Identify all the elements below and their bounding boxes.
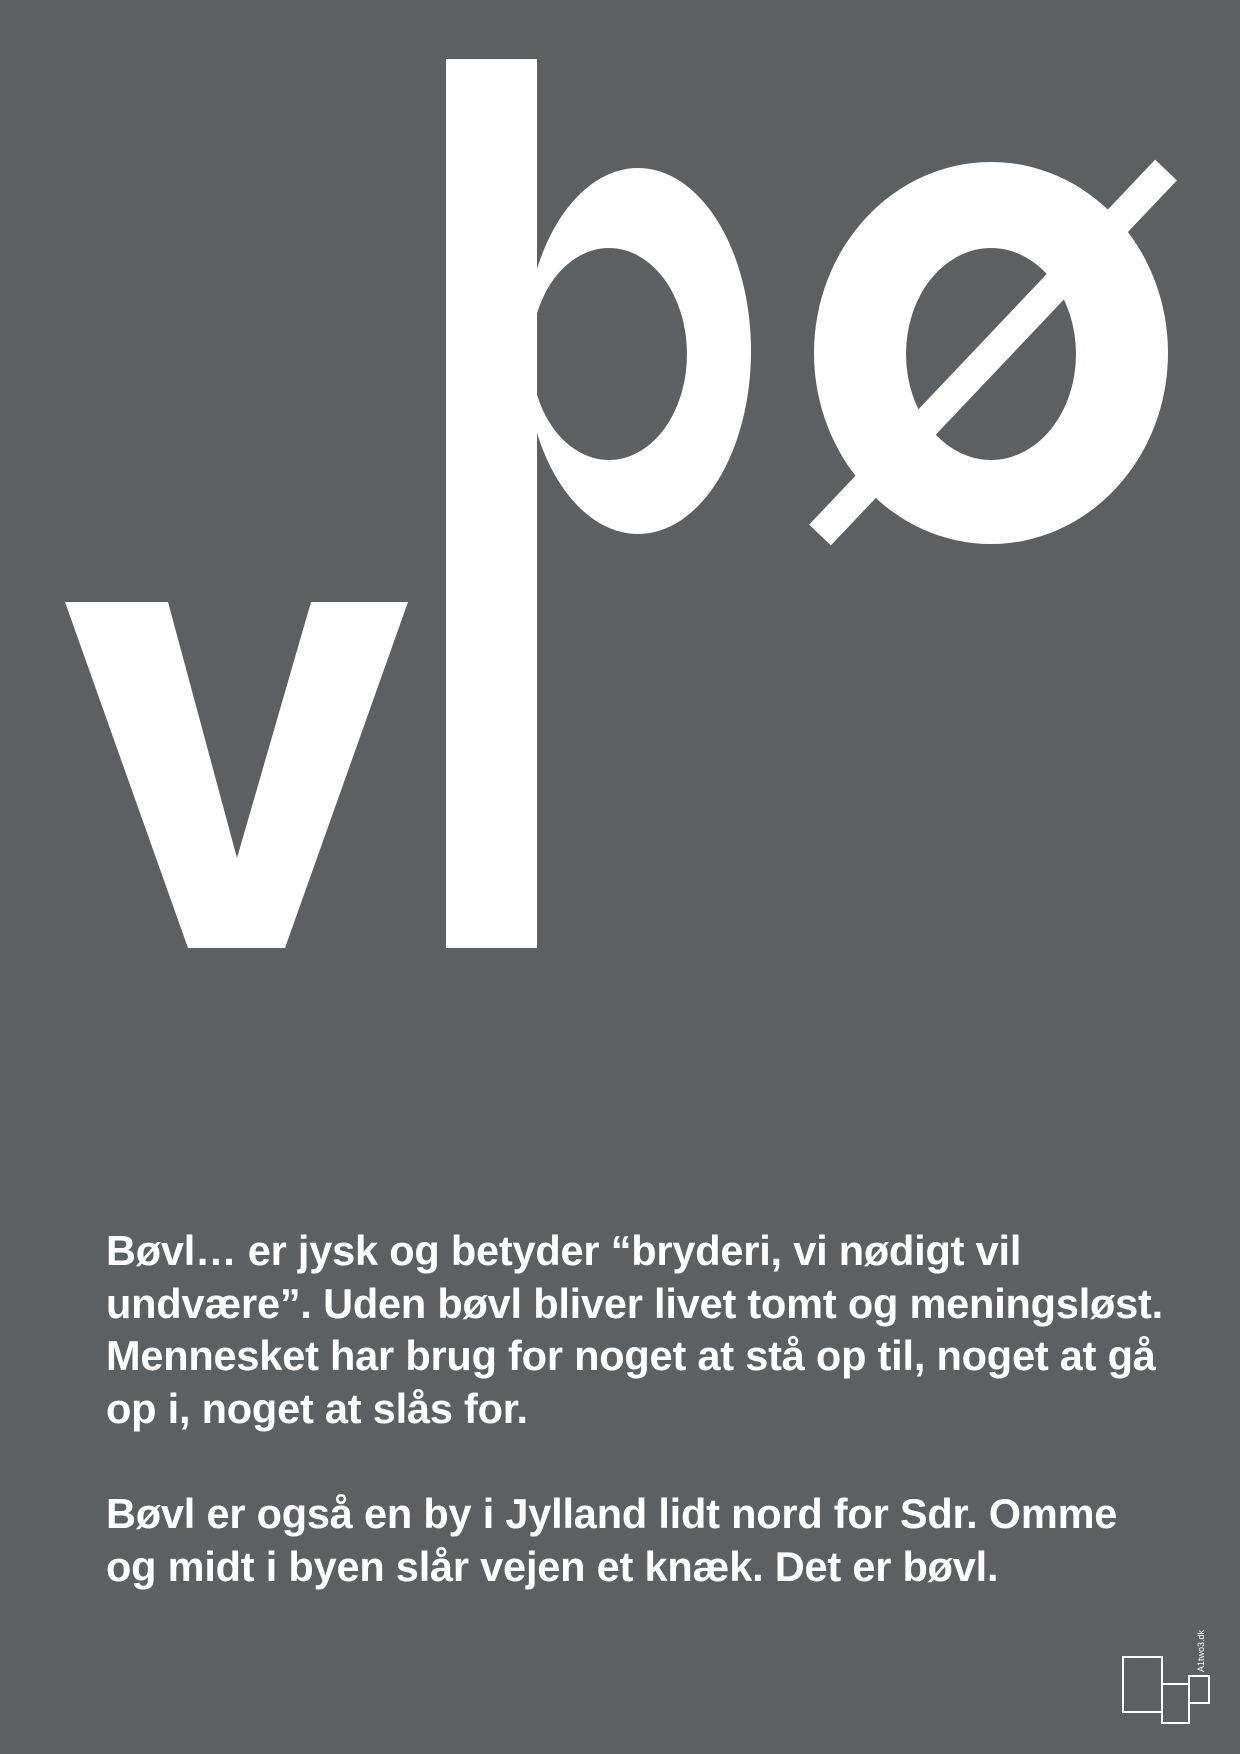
text-line: Bøvl… er jysk og betyder “bryderi, vi nødigt vil [106,1227,1022,1274]
text-line: op i, noget at slås for. [106,1384,528,1432]
text-line: undvære”. Uden bøvl bliver livet tomt og meningsløst. [106,1279,1164,1327]
letter-v [65,602,408,948]
text-line: Bøvl er også en by i Jylland lidt nord for Sdr. Omme [106,1490,1118,1537]
description-paragraph-1 [106,1225,1163,1435]
logo-box-large [1122,1656,1163,1713]
text-line: og midt i byen slår vejen et knæk. Det er bøvl. [106,1542,999,1590]
logo-box-medium [1161,1683,1190,1724]
letter-b-l-stem [446,59,537,948]
letter-b-bowl [525,168,751,534]
description-paragraph-2 [106,1488,1117,1593]
text-line: Mennesket har brug for noget at stå op til, noget at gå [106,1332,1156,1379]
logo-text: A1two3.dk [1196,1629,1206,1672]
logo-box-small [1188,1675,1210,1704]
